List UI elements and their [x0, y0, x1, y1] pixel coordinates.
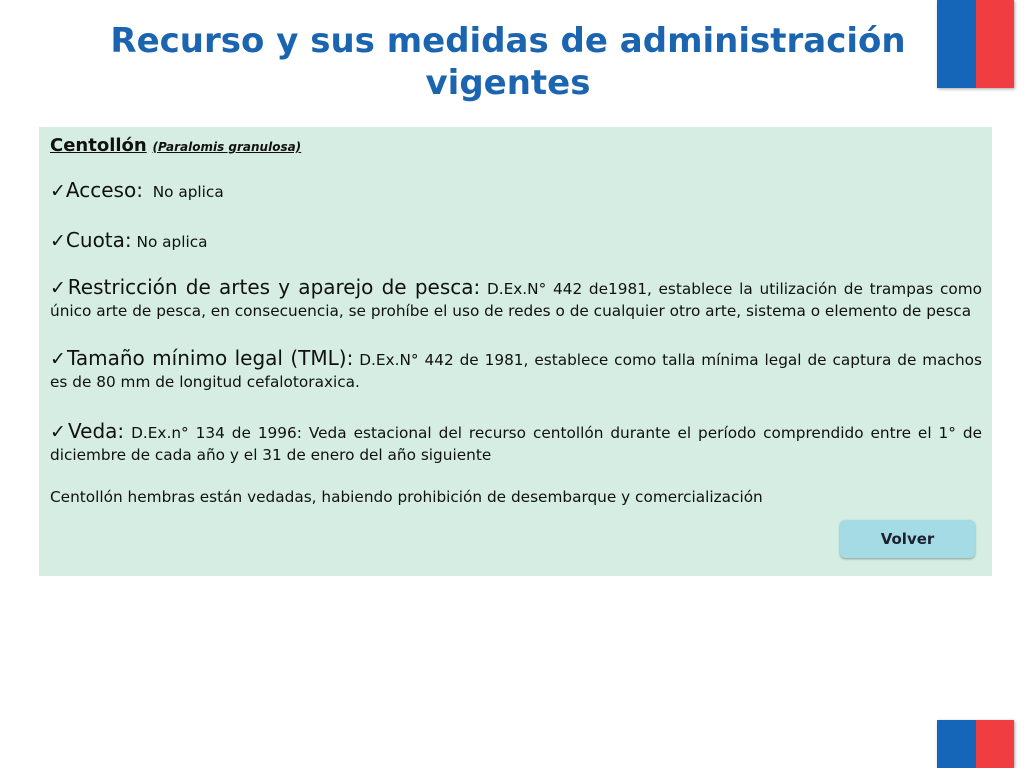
resource-heading	[50, 133, 982, 160]
measure-label: Cuota:	[65, 227, 132, 252]
note-text: Centollón hembras están vedadas, habiendo prohibición de desembarque y comercialización	[50, 488, 763, 506]
measure-value: D.Ex.N° 442 de1981, establece la utilización de trampas como único arte de pesca, en consecuencia, se prohíbe el uso de redes o de cualquier otro arte, sistema o elemento de pesca	[50, 280, 982, 320]
flag-blue-band	[937, 720, 976, 768]
measure-label: Tamaño mínimo legal (TML):	[66, 346, 354, 370]
measure-label: Acceso:	[65, 178, 143, 202]
volver-button[interactable]: Volver	[840, 520, 975, 558]
measure-label: Veda:	[68, 419, 125, 443]
resource-common-name: Centollón	[50, 135, 147, 156]
check-icon: ✓	[50, 348, 67, 370]
measure-value: D.Ex.N° 442 de 1981, establece como talla mínima legal de captura de machos es de 80 mm de longitud cefalotoraxica.	[50, 351, 982, 391]
measure-label: Restricción de artes y aparejo de pesca:	[67, 275, 481, 299]
measure-value: D.Ex.n° 134 de 1996: Veda estacional del recurso centollón durante el período comprendido entre el 1° de diciembre de cada año y el 31 de enero del año siguiente	[50, 424, 982, 464]
measure-tml	[50, 348, 982, 393]
check-icon: ✓	[50, 229, 66, 252]
measure-acceso	[50, 180, 982, 204]
measure-cuota	[50, 227, 982, 254]
check-icon: ✓	[50, 277, 68, 299]
resource-scientific-name: (Paralomis granulosa)	[152, 140, 302, 154]
flag-blue-band	[937, 0, 976, 88]
page-title: Recurso y sus medidas de administración vigentes	[110, 21, 906, 103]
measure-value: No aplica	[136, 232, 208, 251]
check-icon: ✓	[50, 421, 69, 443]
chile-flag-logo-top	[937, 0, 1014, 88]
resource-panel	[39, 127, 992, 576]
chile-flag-logo-bottom	[937, 720, 1014, 768]
check-icon: ✓	[50, 180, 66, 202]
measure-restriccion	[50, 277, 982, 322]
measure-value: No aplica	[152, 183, 224, 201]
measure-veda	[50, 421, 982, 466]
flag-red-band	[976, 720, 1014, 768]
flag-red-band	[976, 0, 1014, 88]
